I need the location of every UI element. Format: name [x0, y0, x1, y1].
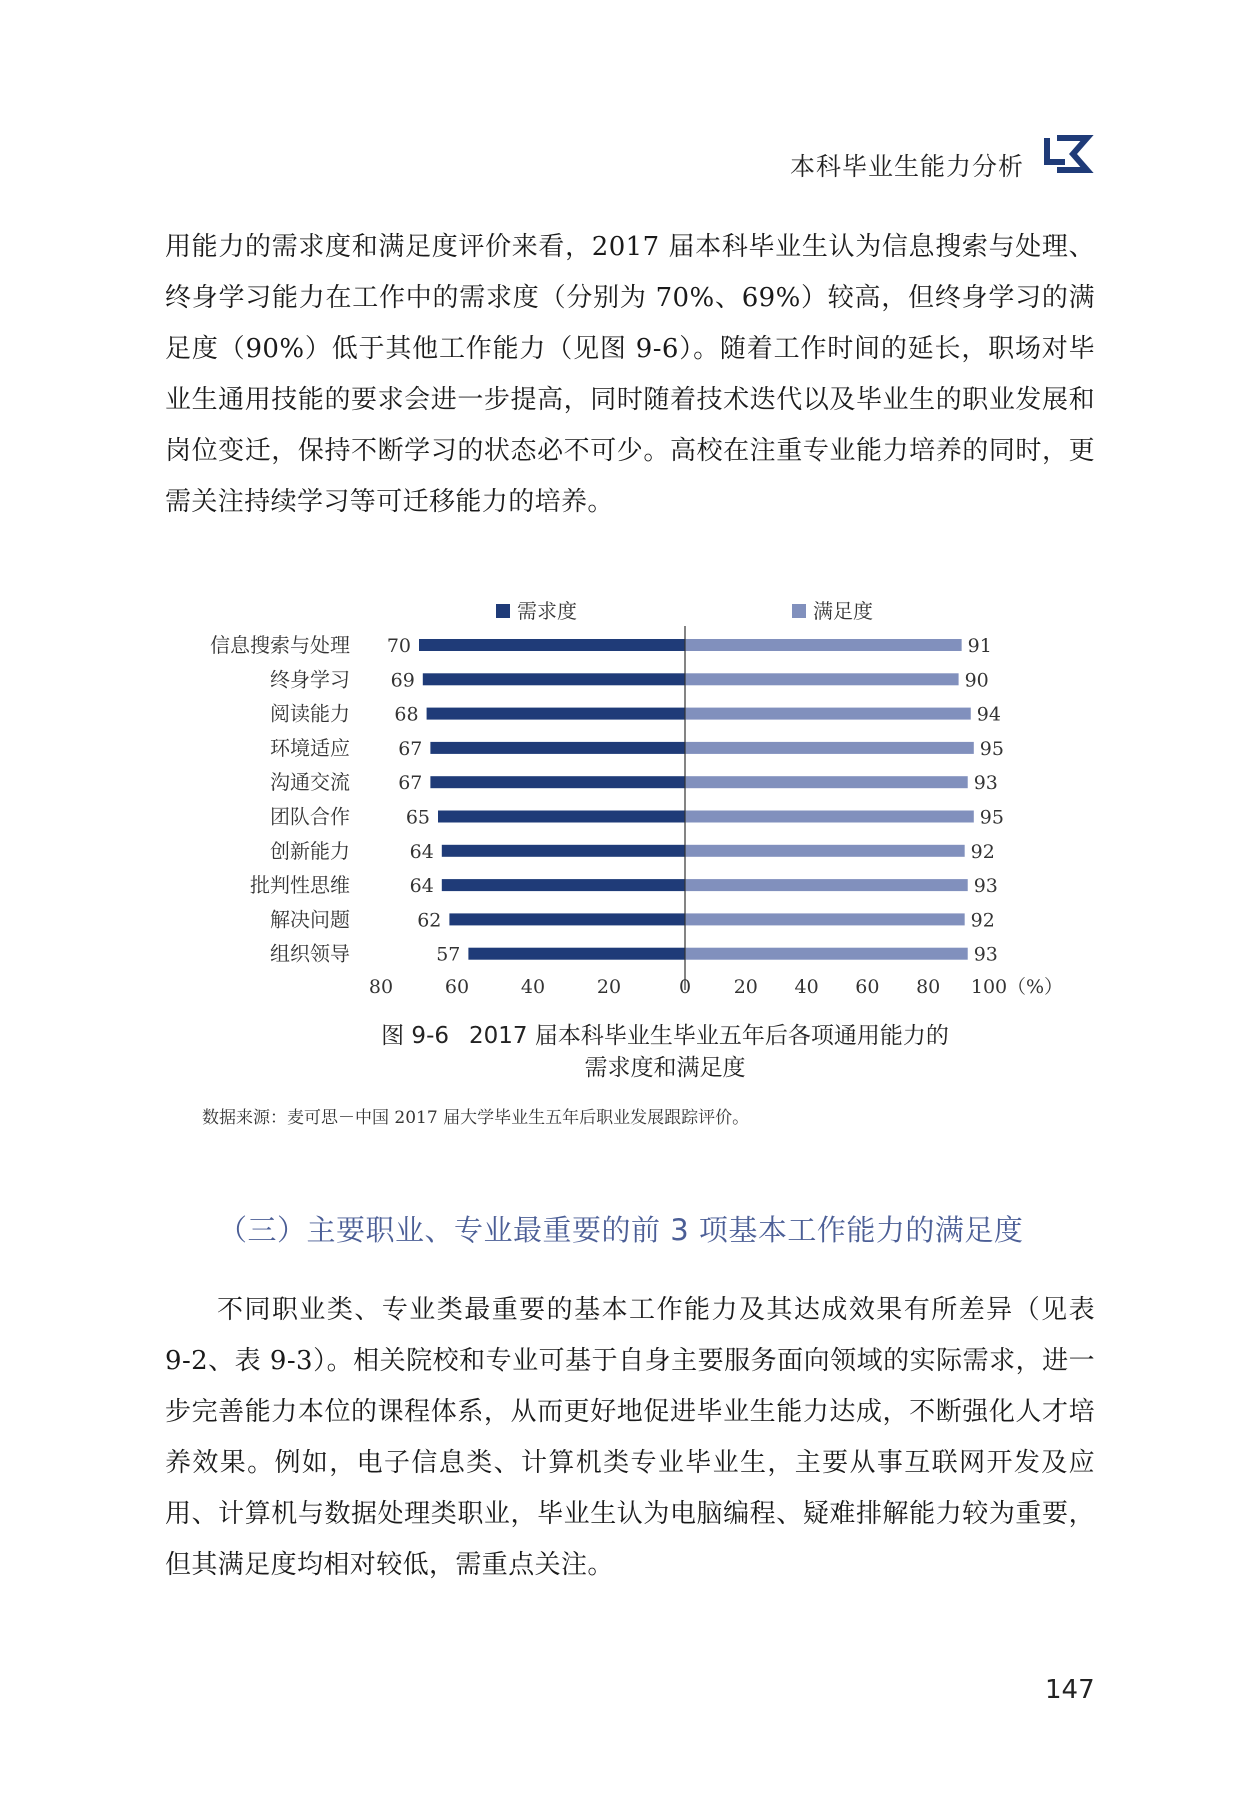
satisfaction-value-label: 92 — [970, 909, 995, 932]
x-tick-label-right: 100 — [970, 976, 1008, 998]
satisfaction-bar — [685, 708, 971, 720]
legend-swatch-satisfaction — [792, 604, 806, 618]
satisfaction-value-label: 94 — [976, 703, 1001, 726]
category-label: 阅读能力 — [270, 701, 350, 726]
x-tick-label-left: 60 — [444, 976, 470, 998]
demand-bar — [423, 673, 685, 685]
category-label: 组织领导 — [270, 941, 350, 966]
demand-value-label: 68 — [394, 703, 419, 726]
demand-value-label: 67 — [398, 737, 423, 760]
category-label: 创新能力 — [270, 838, 350, 863]
satisfaction-value-label: 95 — [979, 737, 1004, 760]
x-tick-label-left: 20 — [596, 976, 622, 998]
page-number: 147 — [1045, 1675, 1095, 1705]
satisfaction-bar — [685, 845, 965, 857]
satisfaction-bar — [685, 948, 968, 960]
category-label: 团队合作 — [270, 804, 350, 829]
category-label: 解决问题 — [270, 907, 350, 932]
x-tick-label-right: 20 — [733, 976, 758, 998]
category-label: 终身学习 — [270, 667, 350, 692]
x-tick-label-right: 40 — [794, 976, 819, 998]
demand-value-label: 70 — [386, 635, 411, 657]
legend-label-demand: 需求度 — [517, 599, 577, 623]
demand-bar — [430, 776, 685, 788]
demand-bar — [419, 639, 685, 651]
x-axis-unit-label: （%） — [1007, 976, 1064, 998]
paragraph-text: 不同职业类、专业类最重要的基本工作能力及其达成效果有所差异（见表 9-2、表 9-3）。相关院校和专业可基于自身主要服务面向领域的实际需求，进一步完善能力本位的课程体系，从而更好地促进毕业生能力达成，不断强化人才培养效果。例如，电子信息类、计算机类专业毕业生，主要从事互联网开发及应用、计算机与数据处理类职业，毕业生认为电脑编程、疑难排解能力较为重要，但其满足度均相对较低，需重点关注。 — [165, 1295, 1095, 1580]
demand-bar — [449, 913, 685, 925]
demand-bar — [438, 811, 685, 823]
demand-bar — [468, 948, 685, 960]
figure-caption — [300, 1020, 1030, 1084]
satisfaction-bar — [685, 776, 968, 788]
satisfaction-bar — [685, 811, 974, 823]
satisfaction-bar — [685, 639, 962, 651]
demand-value-label: 69 — [390, 669, 415, 692]
demand-value-label: 64 — [409, 875, 434, 898]
chapter-logo-icon — [1043, 134, 1095, 182]
satisfaction-bar — [685, 879, 968, 891]
legend-swatch-demand — [496, 604, 510, 618]
category-label: 环境适应 — [270, 735, 350, 760]
satisfaction-value-label: 91 — [967, 635, 992, 657]
paragraph-text: 用能力的需求度和满足度评价来看，2017 届本科毕业生认为信息搜索与处理、终身学习能力在工作中的需求度（分别为 70%、69%）较高，但终身学习的满足度（90%）低于其他工作能力（见图 9-6）。随着工作时间的延长，职场对毕业生通用技能的要求会进一步提高，同时随着技术迭代以及毕业生的职业发展和岗位变迁，保持不断学习的状态必不可少。高校在注重专业能力培养的同时，更需关注持续学习等可迁移能力的培养。 — [165, 232, 1095, 517]
demand-value-label: 57 — [436, 943, 461, 966]
satisfaction-value-label: 92 — [970, 840, 995, 863]
demand-bar — [427, 708, 685, 720]
demand-value-label: 64 — [409, 840, 434, 863]
x-tick-label-left: 40 — [520, 976, 546, 998]
x-tick-label-right: 60 — [855, 976, 880, 998]
body-paragraph-2 — [165, 1285, 1095, 1591]
bar-chart — [190, 590, 1070, 1010]
demand-value-label: 67 — [398, 772, 423, 795]
satisfaction-value-label: 90 — [964, 669, 989, 692]
satisfaction-bar — [685, 913, 965, 925]
x-tick-label-right: 80 — [916, 976, 941, 998]
caption-line-1: 2017 届本科毕业生毕业五年后各项通用能力的 — [469, 1023, 949, 1049]
running-header-title: 本科毕业生能力分析 — [790, 152, 1025, 181]
category-label: 批判性思维 — [250, 873, 350, 898]
x-tick-label-left: 80 — [368, 976, 394, 998]
body-paragraph-1 — [165, 222, 1095, 528]
satisfaction-value-label: 93 — [973, 875, 998, 898]
category-label: 沟通交流 — [270, 770, 350, 795]
demand-value-label: 65 — [405, 806, 430, 829]
satisfaction-bar — [685, 742, 974, 754]
satisfaction-value-label: 93 — [973, 772, 998, 795]
x-tick-label-right: 0 — [678, 976, 692, 998]
satisfaction-bar — [685, 673, 959, 685]
demand-bar — [430, 742, 685, 754]
caption-line-2: 需求度和满足度 — [584, 1055, 746, 1081]
data-source-note: 数据来源：麦可思－中国 2017 届大学毕业生五年后职业发展跟踪评价。 — [202, 1108, 750, 1128]
category-label: 信息搜索与处理 — [210, 633, 350, 657]
figure-number: 图 9-6 — [381, 1023, 450, 1049]
demand-value-label: 62 — [417, 909, 442, 932]
satisfaction-value-label: 93 — [973, 943, 998, 966]
section-heading: （三）主要职业、专业最重要的前 3 项基本工作能力的满足度 — [218, 1213, 1024, 1247]
demand-bar — [442, 879, 685, 891]
legend-label-satisfaction: 满足度 — [813, 599, 873, 623]
satisfaction-value-label: 95 — [979, 806, 1004, 829]
demand-bar — [442, 845, 685, 857]
